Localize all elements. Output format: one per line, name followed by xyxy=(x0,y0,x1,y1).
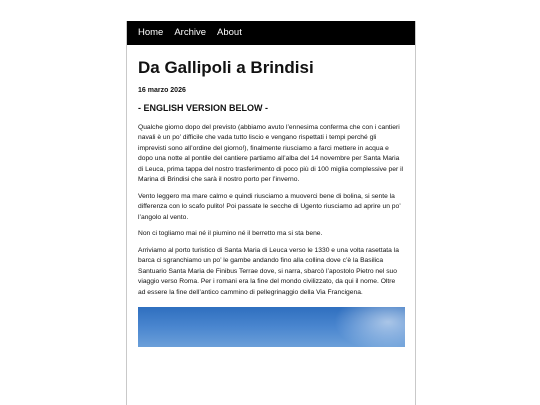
post-paragraph: Vento leggero ma mare calmo e quindi riusciamo a muoverci bene di bolina, si sente la differenza con lo scafo pulito! Poi passate le secche di Ugento riusciamo ad aprire un po’ l’angolo al vento. xyxy=(138,192,401,221)
post-paragraph: Qualche giorno dopo del previsto (abbiamo avuto l’ennesima conferma che con i cantieri navali è un po’ difficile che vada tutto liscio e vengano rispettati i tempi perché gli imprevisti sono all’ordine del giorno!), finalmente riusciamo a farci mettere in acqua e dopo una notte al pontile del cantiere partiamo all’alba del 14 novembre per Santa Maria di Leuca, prima tappa del nostro trasferimento di poco più di 100 miglia complessive per il Marina di Brindisi che sarà il nostro porto per l’inverno. xyxy=(138,124,404,184)
post-content xyxy=(127,58,415,347)
top-nav xyxy=(127,21,415,45)
post-subtitle: - ENGLISH VERSION BELOW - xyxy=(138,103,269,113)
nav-archive-link[interactable]: Archive xyxy=(174,27,207,38)
post-photo xyxy=(138,307,405,347)
nav-about-link[interactable]: About xyxy=(217,27,242,38)
post-title: Da Gallipoli a Brindisi xyxy=(138,58,314,77)
post-date: 16 marzo 2026 xyxy=(138,87,186,94)
nav-home-link[interactable]: Home xyxy=(138,27,164,38)
post-paragraph: Arriviamo al porto turistico di Santa Maria di Leuca verso le 1330 e una volta rasettata la barca ci sgranchiamo un po’ le gambe andando fino alla collina dove c’è la Basilica Santuario Santa Maria de Finibus Terrae dove, si narra, sbarcò l’apostolo Pietro nel suo viaggio verso Roma. Per i romani era la fine del mondo civilizzato, da qui il nome. Oltre ad essere la fine dell’antico cammino di pellegrinaggio della Via Francigena. xyxy=(138,246,399,296)
page-frame xyxy=(126,21,416,405)
photo-cloud xyxy=(325,307,405,347)
post-paragraph: Non ci togliamo mai né il piumino né il berretto ma si sta bene. xyxy=(138,230,323,238)
